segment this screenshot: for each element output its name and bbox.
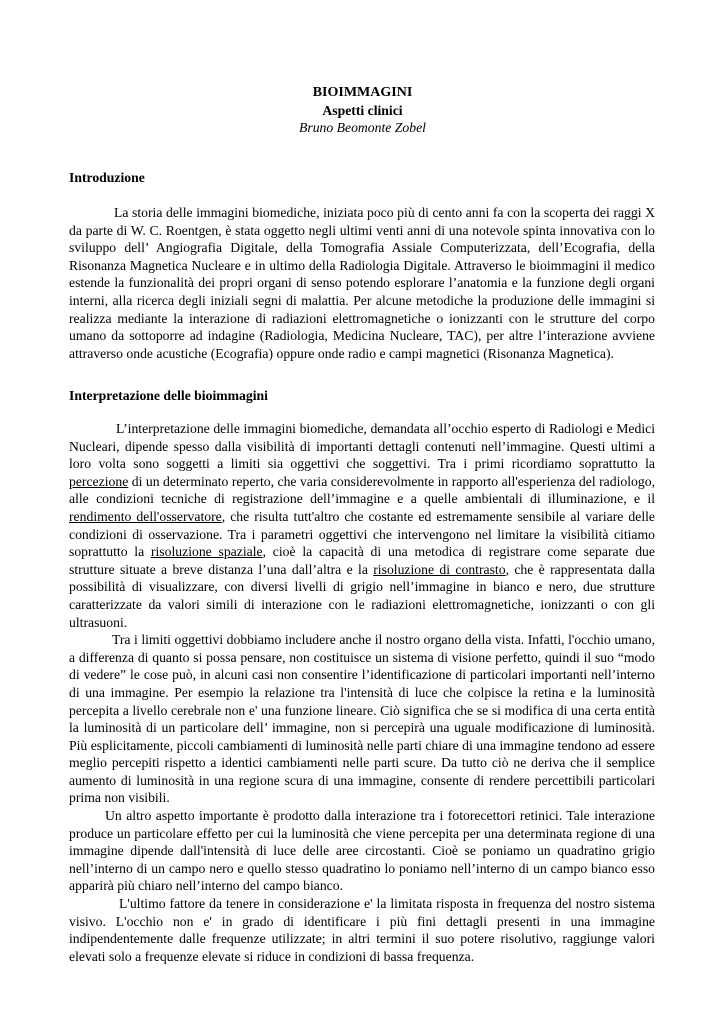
text-run: , che è rappresentata dalla possibilità di visualizzare, con diversi livelli di grigio nell’immagine in bianco e nero, due strutture caratterizzate da valori simili di interazione con le radiazioni elettromagnetiche, ionizzanti o con gli ultrasuoni.: [69, 561, 656, 630]
text-run: , cioè la capacità di una metodica di registrare come separate due strutture situate a breve distanza l’una dall’altra e la: [69, 544, 655, 577]
intro-paragraph: La storia delle immagini biomediche, iniziata poco più di cento anni fa con la scoperta dei raggi X da parte di W. C. Roentgen, è stata oggetto negli ultimi venti anni di una notevole spinta innovativa con lo sviluppo dell’ Angiografia Digitale, della Tomografia Assiale Computerizzata, dell’Ecografia, della Risonanza Magnetica Nucleare e in ultimo della Radiologia Digitale. Attraverso le bioimmagini il medico estende la funzionalità dei propri organi di senso potendo esplorare l’anatomia e la funzione degli organi interni, alla ricerca degli iniziali segni di malattia. Per alcune metodiche la produzione delle immagini si realizza mediante la interazione di radiazioni elettromagnetiche o ionizzanti con le strutture del corpo umano da sottoporre ad indagine (Radiologia, Medicina Nucleare, TAC), per altre l’interazione avviene attraverso onde acustiche (Ecografia) oppure onde radio e campi magnetici (Risonanza Magnetica).: [69, 205, 655, 361]
heading-interpretazione: Interpretazione delle bioimmagini: [69, 388, 268, 403]
text-run: di un determinato reperto, che varia considerevolmente in rapporto all'esperienza del radiologo, alle condizioni tecniche di registrazione dell’immagine e a quelle ambientali di illuminazione, e il: [69, 473, 655, 507]
interp-paragraph-4: L'ultimo fattore da tenere in considerazione e' la limitata risposta in frequenza del nostro sistema visivo. L'occhio non e' in grado di identificare i più fini dettagli presenti in una immagine indipendentemente dalle frequenze utilizzate; in altri termini il suo potere risolutivo, raggiunge valori elevati solo a frequenze elevate si riduce in condizioni di bassa frequenza.: [69, 896, 655, 964]
interp-body: [69, 420, 655, 965]
interp-paragraph-1: [69, 420, 655, 631]
heading-introduzione: Introduzione: [69, 170, 145, 185]
intro-body: [69, 204, 655, 362]
document-subtitle: Aspetti clinici: [322, 102, 403, 118]
interp-paragraph-3: Un altro aspetto importante è prodotto dalla interazione tra i fotorecettori retinici. Tale interazione produce un particolare effetto per cui la luminosità che viene percepita per una determinata regione di una immagine dipende dall'intensità di luce delle aree circostanti. Cioè se poniamo un quadratino grigio nell’interno di un campo nero e quello stesso quadratino lo poniamo nell’interno di un campo bianco esso apparirà più chiaro nell’interno del campo bianco.: [69, 808, 655, 894]
underlined-term-risoluzione-contrasto: risoluzione di contrasto: [373, 561, 506, 577]
interp-paragraph-2: Tra i limiti oggettivi dobbiamo includere anche il nostro organo della vista. Infatti, l'occhio umano, a differenza di quanto si possa pensare, non costituisce un sistema di visione perfetto, quindi il suo “modo di vedere” le cose può, in alcuni casi non consentire l’identificazione di particolari importanti nell’interno di una immagine. Per esempio la relazione tra l'intensità di luce che colpisce la retina e la luminosità percepita a livello cerebrale non e' una funzione lineare. Ciò significa che se si modifica di una certa entità la luminosità di un particolare dell’ immagine, non si percepirà una uguale modificazione di luminosità. Più esplicitamente, piccoli cambiamenti di luminosità nelle parti chiare di una immagine tendono ad essere meglio percepiti rispetto a identici cambiamenti nelle parti scure. Da tutto ciò ne deriva che il semplice aumento di luminosità in una regione scura di una immagine, consente di rendere percettibili particolari prima non visibili.: [69, 632, 655, 806]
text-run: L’interpretazione delle immagini biomediche, demandata all’occhio esperto di Radiologi e Medici Nucleari, dipende spesso dalla visibilità di importanti dettagli contenuti nell’immagine. Questi ultimi a loro volta sono soggetti a limiti sia oggettivi che soggettivi. Tra i primi ricordiamo soprattutto la: [69, 421, 655, 472]
underlined-term-percezione: percezione: [69, 473, 129, 489]
underlined-term-rendimento: rendimento dell'osservatore: [69, 508, 222, 524]
document-author: Bruno Beomonte Zobel: [299, 120, 426, 135]
text-run: , che risulta tutt'altro che costante ed estremamente sensibile al variare delle condizioni di osservazione. Tra i parametri oggettivi che intervengono nel limitare la visibilità citiamo soprattutto la: [69, 508, 656, 560]
underlined-term-risoluzione-spaziale: risoluzione spaziale: [150, 544, 263, 560]
title-block: [0, 84, 725, 137]
document-title: BIOIMMAGINI: [312, 85, 413, 100]
